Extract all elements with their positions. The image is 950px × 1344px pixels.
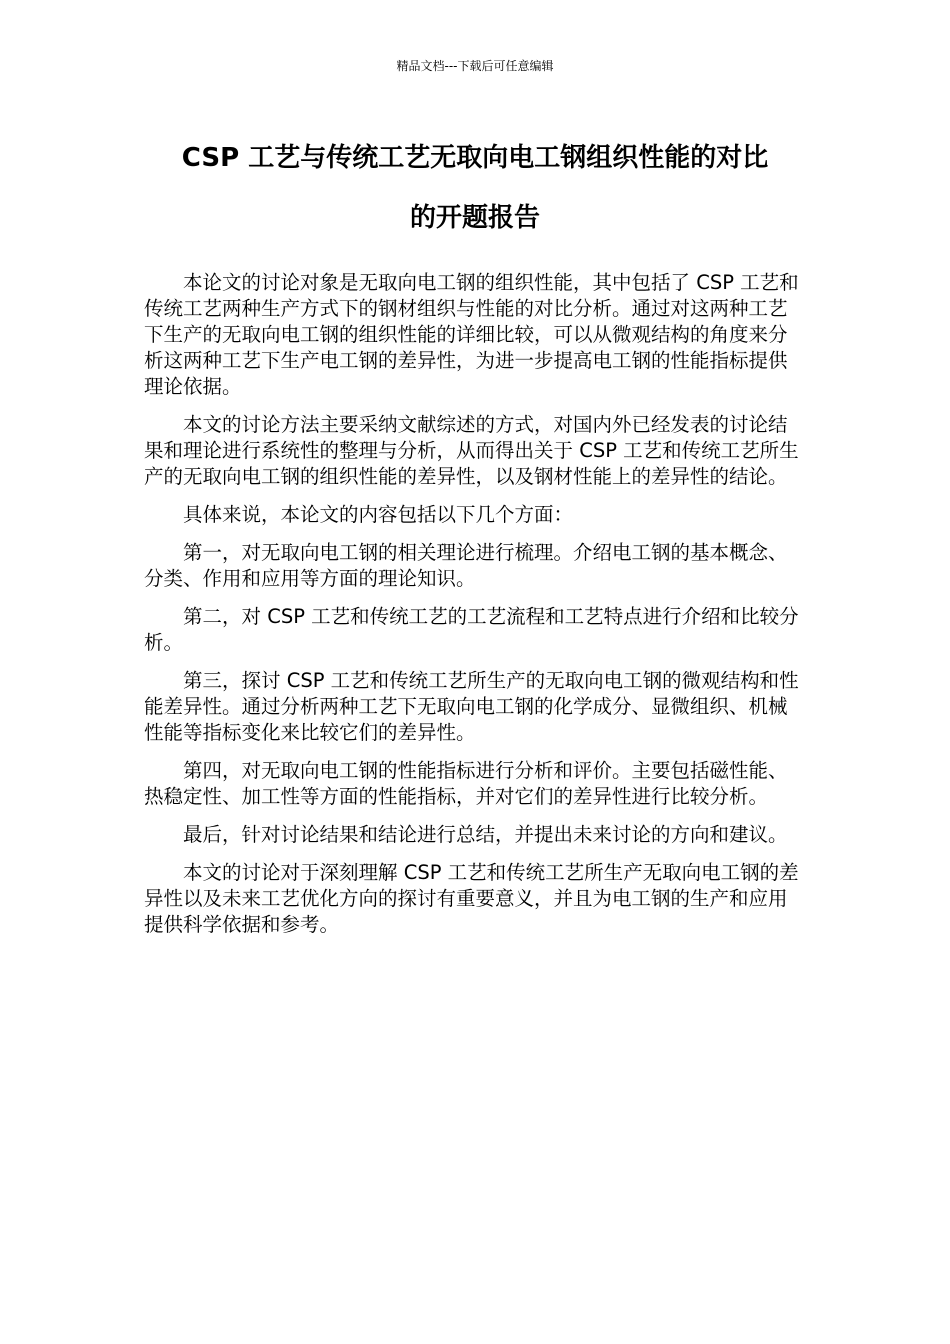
title-line-2: 的开题报告 [409, 203, 540, 233]
document-body [144, 270, 800, 950]
document-title [135, 128, 815, 248]
paragraph-item-4: 第四，对无取向电工钢的性能指标进行分析和评价。主要包括磁性能、热稳定性、加工性等方面的性能指标，并对它们的差异性进行比较分析。 [144, 759, 788, 808]
paragraph-significance: 本文的讨论对于深刻理解 CSP 工艺和传统工艺所生产无取向电工钢的差异性以及未来工艺优化方向的探讨有重要意义，并且为电工钢的生产和应用提供科学依据和参考。 [144, 861, 799, 936]
paragraph-content-lead: 具体来说，本论文的内容包括以下几个方面： [183, 503, 574, 526]
paragraph-item-3: 第三，探讨 CSP 工艺和传统工艺所生产的无取向电工钢的微观结构和性能差异性。通过分析两种工艺下无取向电工钢的化学成分、显微组织、机械性能等指标变化来比较它们的差异性。 [144, 669, 799, 744]
header-note: 精品文档---下载后可任意编辑 [396, 59, 554, 73]
paragraph-item-1: 第一，对无取向电工钢的相关理论进行梳理。介绍电工钢的基本概念、分类、作用和应用等方面的理论知识。 [144, 541, 788, 590]
paragraph-intro: 本论文的讨论对象是无取向电工钢的组织性能，其中包括了 CSP 工艺和传统工艺两种生产方式下的钢材组织与性能的对比分析。通过对这两种工艺下生产的无取向电工钢的组织性能的详细比较，可以从微观结构的角度来分析这两种工艺下生产电工钢的差异性，为进一步提高电工钢的性能指标提供理论依据。 [144, 271, 799, 398]
paragraph-conclusion: 最后，针对讨论结果和结论进行总结，并提出未来讨论的方向和建议。 [183, 823, 788, 846]
paragraph-method: 本文的讨论方法主要采纳文献综述的方式，对国内外已经发表的讨论结果和理论进行系统性的整理与分析，从而得出关于 CSP 工艺和传统工艺所生产的无取向电工钢的组织性能的差异性，以及钢材性能上的差异性的结论。 [144, 413, 799, 488]
paragraph-item-2: 第二，对 CSP 工艺和传统工艺的工艺流程和工艺特点进行介绍和比较分析。 [144, 605, 799, 654]
title-line-1: CSP 工艺与传统工艺无取向电工钢组织性能的对比 [181, 143, 769, 173]
